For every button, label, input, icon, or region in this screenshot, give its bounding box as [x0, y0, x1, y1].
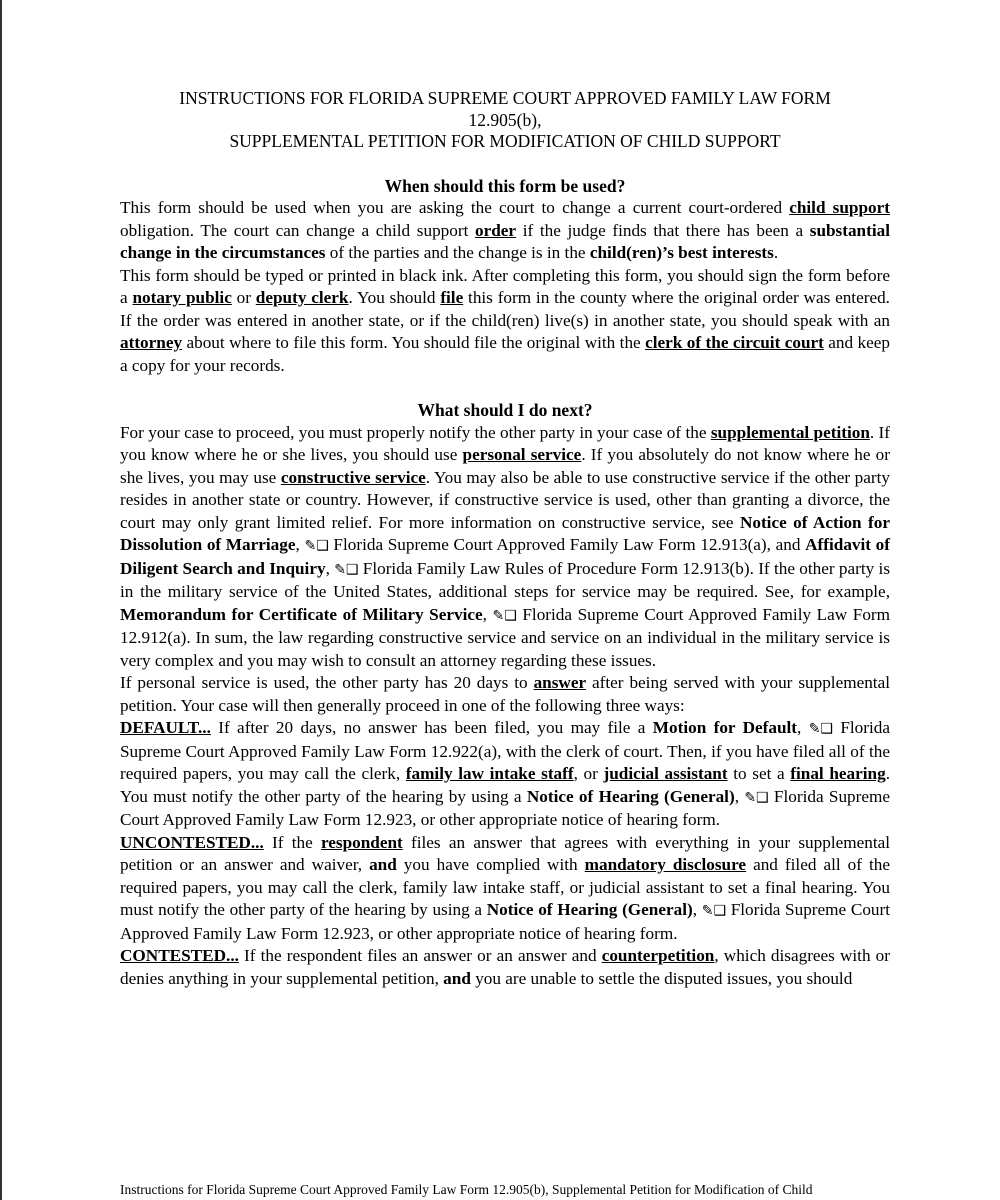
- term-respondent: respondent: [320, 832, 403, 852]
- text-run: ,: [734, 786, 745, 806]
- document-title: [120, 88, 890, 153]
- form-ref-notice-of-hearing: Notice of Hearing (General): [486, 900, 693, 919]
- lead-contested: CONTESTED...: [120, 946, 239, 965]
- term-counterpetition: counterpetition: [601, 946, 715, 965]
- text-run: . You may also be able to use constructive service if the other party resides in another state or country. However, if constructive service is used, other than granting a divorce, the court may only grant limited relief. For more information on constructive service, see: [120, 467, 890, 532]
- page-footer: Instructions for Florida Supreme Court Approved Family Law Form 12.905(b), Supplemental Petition for Modification of Child: [120, 1182, 813, 1197]
- text-run: you are unable to settle the disputed issues, you should: [470, 968, 853, 988]
- paragraph-contested: [120, 945, 890, 990]
- term-family-law-intake-staff: family law intake staff: [405, 764, 574, 783]
- form-checkbox-icon: ✎❑: [701, 903, 726, 919]
- term-child-support: child support: [789, 198, 890, 217]
- text-run: ,: [692, 900, 702, 919]
- heading-next: What should I do next?: [417, 400, 593, 420]
- form-ref-notice-of-action: Notice of Action for Dissolution of Marriage: [120, 512, 890, 554]
- text-run: This form should be typed or printed in black ink. After completing this form, you should sign the form before a: [120, 265, 890, 307]
- title-line-2: 12.905(b),: [468, 109, 542, 130]
- text-run: If the: [263, 832, 321, 852]
- text-run: . If you absolutely do not know where he or she lives, you may use: [120, 445, 890, 487]
- term-supplemental-petition: supplemental petition: [710, 422, 870, 442]
- text-run: obligation. The court can change a child support: [120, 220, 476, 240]
- text-run: Florida Supreme Court Approved Family Law Form 12.913(a), and: [328, 535, 806, 554]
- term-notary-public: notary public: [132, 288, 232, 307]
- paragraph-when-2: [120, 265, 890, 378]
- text-run: For your case to proceed, you must properly notify the other party in your case of the: [120, 422, 711, 442]
- text-run: you have complied with: [396, 855, 585, 874]
- form-ref-notice-of-hearing: Notice of Hearing (General): [526, 786, 735, 806]
- paragraph-default: [120, 717, 890, 832]
- text-run: ,: [295, 535, 305, 554]
- paragraph-when-1: [120, 197, 890, 265]
- text-run: Florida Supreme Court Approved Family Law Form 12.912(a). In sum, the law regarding constructive service and service on an individual in the military service is very complex and you may wish to consult an attorney regarding these issues.: [120, 604, 891, 670]
- text-run: If the respondent files an answer or an answer and: [238, 946, 602, 965]
- page-edge: [0, 0, 2, 1200]
- term-attorney: attorney: [120, 333, 183, 352]
- text-run: and keep a copy for your records.: [120, 333, 890, 375]
- text-run: Florida Family Law Rules of Procedure Form 12.913(b). If the other party is in the military service of the United States, additional steps for service may be required. See, for example,: [120, 558, 891, 601]
- form-ref-affidavit-diligent-search: Affidavit of Diligent Search and Inquiry: [120, 535, 890, 578]
- emphasis-and: and: [443, 968, 471, 988]
- form-checkbox-icon: ✎❑: [744, 789, 769, 806]
- term-judicial-assistant: judicial assistant: [603, 764, 728, 783]
- document-body: [120, 88, 890, 990]
- emphasis-best-interests: child(ren)’s best interests: [589, 243, 774, 262]
- term-final-hearing: final hearing: [790, 764, 886, 783]
- text-run: ,: [325, 558, 335, 578]
- term-file: file: [440, 288, 464, 307]
- text-run: or: [231, 288, 256, 307]
- text-run: This form should be used when you are asking the court to change a current court-ordered: [120, 198, 790, 217]
- term-answer: answer: [533, 673, 587, 692]
- text-run: , which disagrees with or denies anything in your supplemental petition,: [120, 946, 890, 988]
- text-run: and filed all of the required papers, you may call the clerk, family law intake staff, or judicial assistant to set a final hearing. You must notify the other party of the hearing by using a: [120, 855, 890, 919]
- form-ref-memorandum-military-service: Memorandum for Certificate of Military Service: [120, 604, 483, 624]
- lead-default: DEFAULT...: [120, 718, 211, 737]
- term-personal-service: personal service: [462, 445, 582, 464]
- paragraph-next-1: [120, 422, 890, 673]
- term-order: order: [475, 220, 517, 240]
- text-run: ,: [797, 718, 809, 737]
- term-mandatory-disclosure: mandatory disclosure: [584, 855, 747, 874]
- text-run: Florida Supreme Court Approved Family Law Form 12.923, or other appropriate notice of hearing form.: [120, 900, 890, 943]
- title-line-1: INSTRUCTIONS FOR FLORIDA SUPREME COURT APPROVED FAMILY LAW FORM: [179, 88, 831, 108]
- emphasis-and: and: [369, 855, 397, 874]
- emphasis-substantial-change: substantial change in the circumstances: [120, 220, 890, 262]
- text-run: files an answer that agrees with everything in your supplemental petition or an answer and waiver,: [120, 832, 890, 874]
- text-run: after being served with your supplemental petition. Your case will then generally proceed in one of the following three ways:: [120, 673, 890, 715]
- text-run: . If you know where he or she lives, you should use: [120, 422, 890, 464]
- text-run: . You should: [348, 288, 441, 307]
- form-checkbox-icon: ✎❑: [808, 721, 833, 737]
- form-checkbox-icon: ✎❑: [304, 538, 329, 554]
- text-run: if the judge finds that there has been a: [516, 220, 810, 240]
- text-run: , or: [573, 764, 604, 783]
- term-clerk-of-circuit-court: clerk of the circuit court: [645, 333, 824, 352]
- form-checkbox-icon: ✎❑: [334, 561, 359, 578]
- term-constructive-service: constructive service: [280, 467, 426, 487]
- text-run: If after 20 days, no answer has been filed, you may file a: [210, 718, 653, 737]
- text-run: of the parties and the change is in the: [325, 243, 590, 262]
- form-checkbox-icon: ✎❑: [492, 607, 517, 624]
- text-run: If personal service is used, the other party has 20 days to: [120, 673, 534, 692]
- text-run: . You must notify the other party of the hearing by using a: [120, 764, 890, 806]
- text-run: about where to file this form. You should file the original with the: [182, 333, 646, 352]
- text-run: to set a: [727, 764, 791, 783]
- text-run: ,: [482, 604, 493, 624]
- heading-when: When should this form be used?: [384, 175, 626, 196]
- term-deputy-clerk: deputy clerk: [255, 288, 349, 307]
- paragraph-next-2: [120, 672, 890, 717]
- text-run: .: [773, 243, 779, 262]
- text-run: Florida Supreme Court Approved Family Law Form 12.922(a), with the clerk of court. Then, if you have filed all of the required papers, you may call the clerk,: [120, 718, 890, 783]
- lead-uncontested: UNCONTESTED...: [120, 832, 264, 852]
- text-run: this form in the county where the original order was entered. If the order was entered in another state, or if the child(ren) live(s) in another state, you should speak with an: [120, 288, 890, 330]
- paragraph-uncontested: [120, 832, 890, 946]
- form-ref-motion-for-default: Motion for Default: [652, 718, 798, 737]
- text-run: Florida Supreme Court Approved Family Law Form 12.923, or other appropriate notice of hearing form.: [120, 786, 890, 829]
- title-line-3: SUPPLEMENTAL PETITION FOR MODIFICATION OF CHILD SUPPORT: [229, 131, 781, 151]
